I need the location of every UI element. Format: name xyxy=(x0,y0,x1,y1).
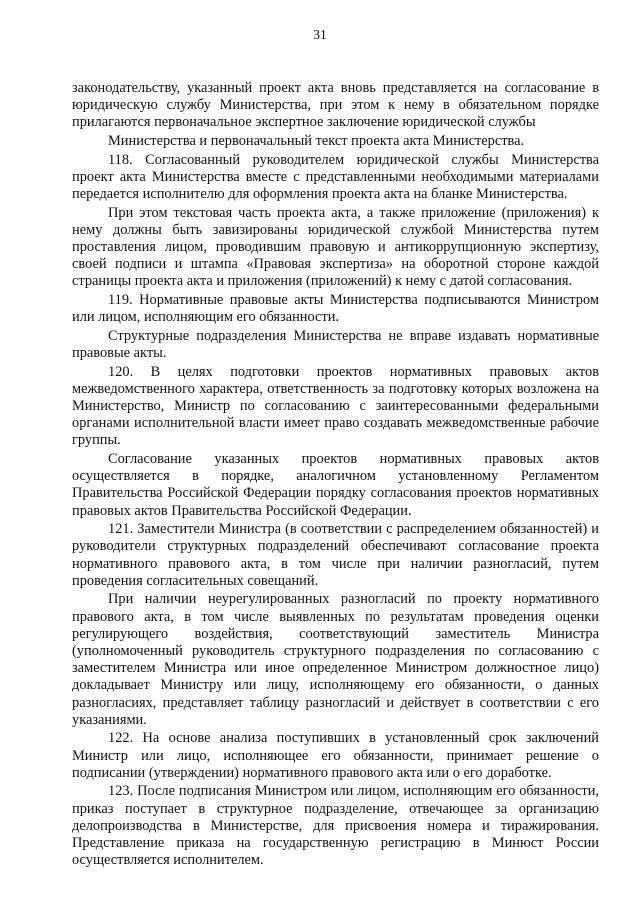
paragraph-121: 121. Заместители Министра (в соответствии с распределением обязанностей) и руководители структурных подразделений обеспечивают согласование проекта нормативного правового акта, в том числе при наличии разногласий, путем проведения согласительных совещаний. xyxy=(72,521,599,589)
paragraph-120: 120. В целях подготовки проектов нормативных правовых актов межведомственного характера, ответственность за подготовку которых возложена на Министерство, Министр по согласованию с заинтересованными федеральными органами исполнительной власти имеет право создавать межведомственные рабочие группы. xyxy=(72,363,599,449)
paragraph-continuation: законодательству, указанный проект акта вновь представляется на согласование в юридическую службу Министерства, при этом к нему в обязательном порядке прилагаются первоначальное экспертное заключение юридической службы xyxy=(72,80,599,131)
page-number: 31 xyxy=(313,27,327,42)
paragraph-119: 119. Нормативные правовые акты Министерства подписываются Министром или лицом, исполняющим его обязанности. xyxy=(72,292,599,326)
paragraph: При наличии неурегулированных разногласий по проекту нормативного правового акта, в том числе выявленных по результатам проведения оценки регулирующего воздействия, соответствующий заместитель Министра (уполномоченный руководитель структурного подразделения по согласованию с заместителем Министра или иное определенное Министром должностное лицо) докладывает Министру или лицу, исполняющему его обязанности, о данных разногласиях, представляет таблицу разногласий и действует в соответствии с его указаниями. xyxy=(72,591,599,728)
paragraph-118: 118. Согласованный руководителем юридической службы Министерства проект акта Министерства вместе с представленными необходимыми материалами передается исполнителю для оформления проекта акта на бланке Министерства. xyxy=(72,151,599,202)
paragraph: Структурные подразделения Министерства не вправе издавать нормативные правовые акты. xyxy=(72,327,599,361)
paragraph: При этом текстовая часть проекта акта, а также приложение (приложения) к нему должны быть завизированы юридической службой Министерства путем проставления лицом, проводившим правовую и антикоррупционную экспертизу, своей подписи и штампа «Правовая экспертиза» на оборотной стороне каждой страницы проекта акта и приложения (приложений) к нему с датой согласования. xyxy=(72,204,599,290)
paragraph-122: 122. На основе анализа поступивших в установленный срок заключений Министр или лицо, исполняющее его обязанности, принимает решение о подписании (утверждении) нормативного правового акта или о его доработке. xyxy=(72,730,599,781)
paragraph: Министерства и первоначальный текст проекта акта Министерства. xyxy=(108,133,525,149)
paragraph-123: 123. После подписания Министром или лицом, исполняющим его обязанности, приказ поступает в структурное подразделение, отвечающее за организацию делопроизводства в Министерстве, для присвоения номера и тиражирования. Представление приказа на государственную регистрацию в Минюст России осуществляется исполнителем. xyxy=(72,783,599,869)
document-body xyxy=(72,80,599,871)
paragraph: Согласование указанных проектов нормативных правовых актов осуществляется в порядке, аналогичном установленному Регламентом Правительства Российской Федерации порядку согласования проектов нормативных правовых актов Правительства Российской Федерации. xyxy=(72,451,599,519)
